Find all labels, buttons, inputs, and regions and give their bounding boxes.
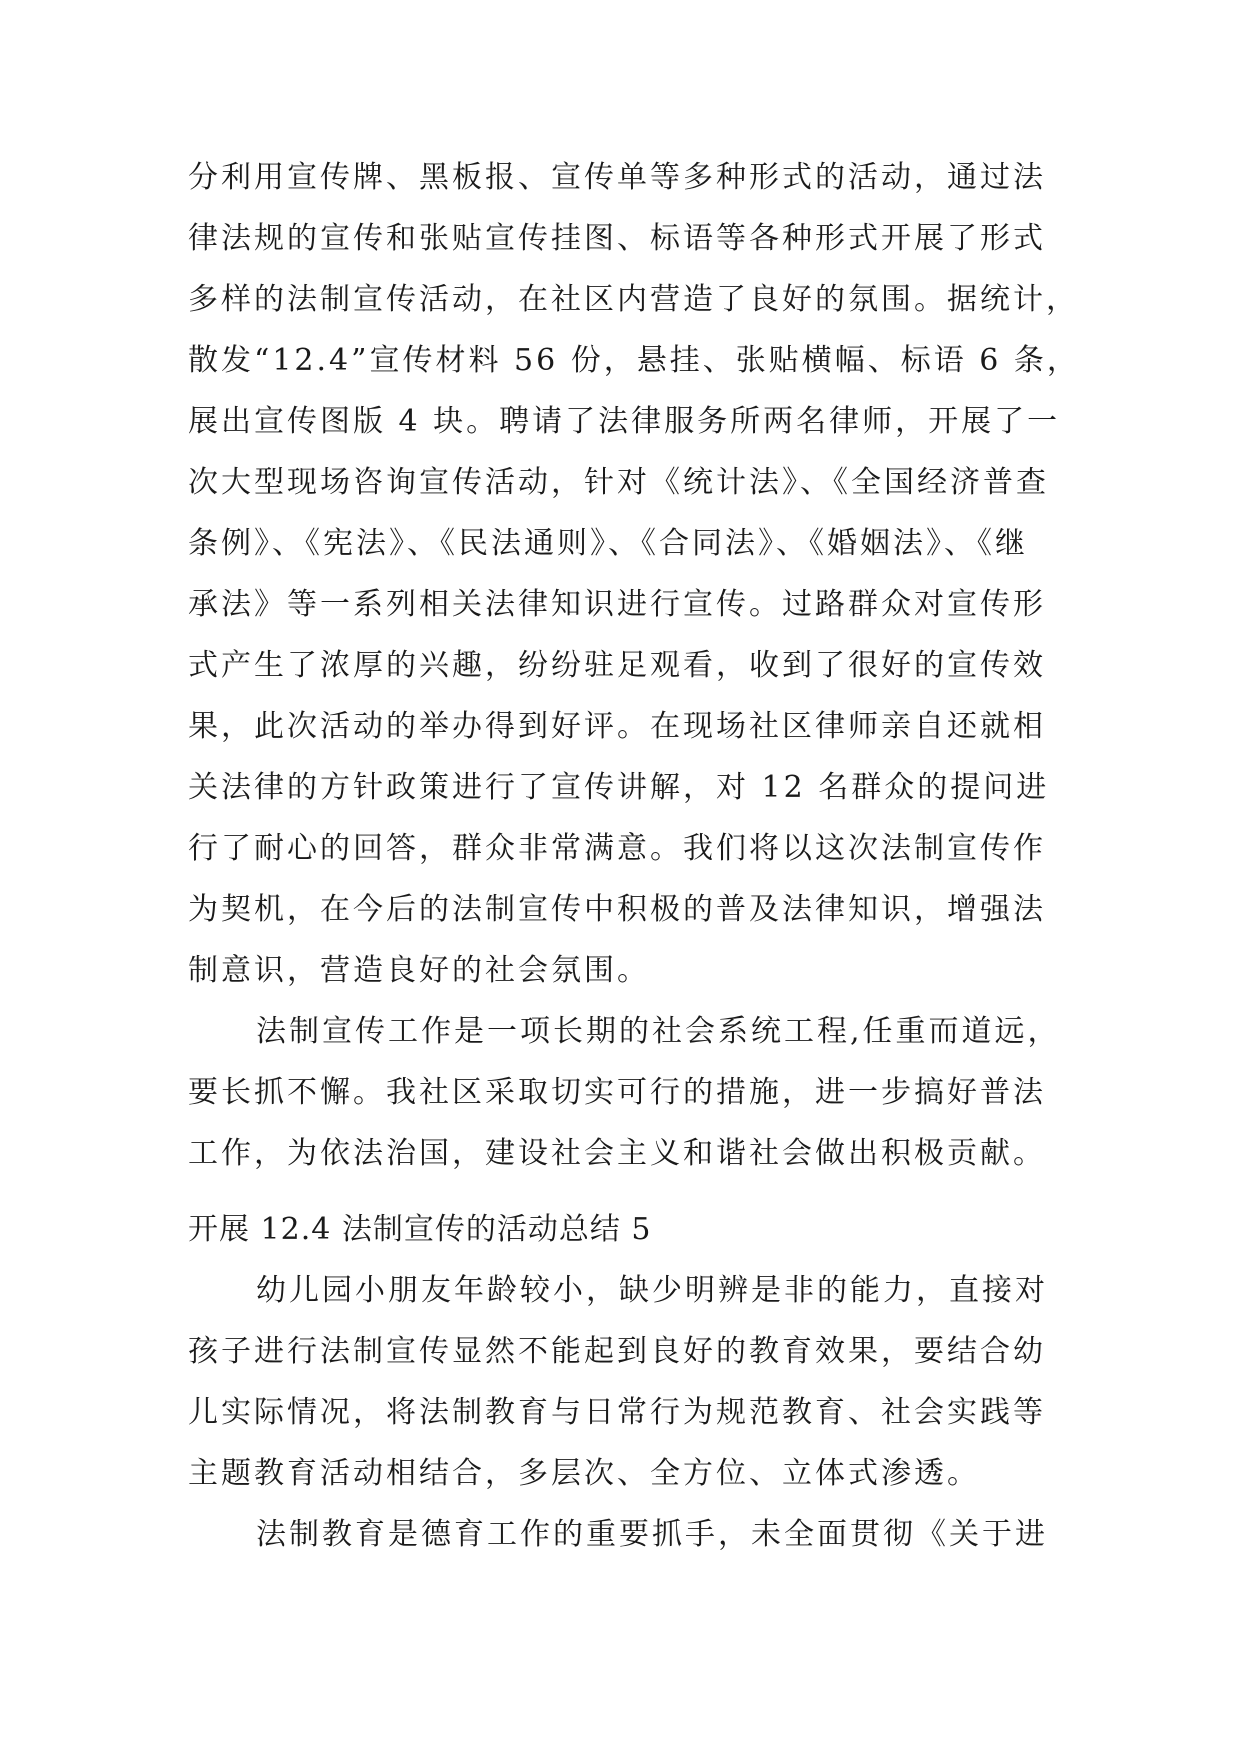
body-line: 关法律的方针政策进行了宣传讲解，对 12 名群众的提问进	[188, 770, 1050, 805]
body-line: 果，此次活动的举办得到好评。在现场社区律师亲自还就相	[188, 709, 1046, 744]
body-line: 行了耐心的回答，群众非常满意。我们将以这次法制宣传作	[188, 831, 1046, 866]
body-line: 为契机，在今后的法制宣传中积极的普及法律知识，增强法	[188, 892, 1046, 927]
body-line: 儿实际情况，将法制教育与日常行为规范教育、社会实践等	[188, 1395, 1046, 1430]
paragraph-start-line: 幼儿园小朋友年龄较小，缺少明辨是非的能力，直接对	[256, 1273, 1048, 1308]
body-line: 分利用宣传牌、黑板报、宣传单等多种形式的活动，通过法	[188, 160, 1046, 195]
body-line: 条例》、《宪法》、《民法通则》、《合同法》、《婚姻法》、《继	[188, 526, 1028, 561]
section-heading: 开展 12.4 法制宣传的活动总结 5	[188, 1212, 652, 1247]
paragraph-start-line: 法制教育是德育工作的重要抓手，未全面贯彻《关于进	[256, 1517, 1048, 1552]
body-line: 工作，为依法治国，建设社会主义和谐社会做出积极贡献。	[188, 1136, 1046, 1171]
body-line: 律法规的宣传和张贴宣传挂图、标语等各种形式开展了形式	[188, 221, 1046, 256]
body-line: 承法》等一系列相关法律知识进行宣传。过路群众对宣传形	[188, 587, 1046, 622]
body-line: 要长抓不懈。我社区采取切实可行的措施，进一步搞好普法	[188, 1075, 1046, 1110]
body-line: 式产生了浓厚的兴趣，纷纷驻足观看，收到了很好的宣传效	[188, 648, 1046, 683]
body-line: 主题教育活动相结合，多层次、全方位、立体式渗透。	[188, 1456, 980, 1491]
paragraph-start-line: 法制宣传工作是一项长期的社会系统工程,任重而道远，	[256, 1014, 1061, 1049]
body-line: 多样的法制宣传活动，在社区内营造了良好的氛围。据统计，	[188, 282, 1079, 317]
section-2-body	[188, 1260, 1068, 1565]
body-line: 次大型现场咨询宣传活动，针对《统计法》、《全国经济普查	[188, 465, 1049, 500]
body-line: 制意识，营造良好的社会氛围。	[188, 953, 650, 988]
section-1-body	[188, 147, 1080, 1184]
body-line: 散发“12.4”宣传材料 56 份，悬挂、张贴横幅、标语 6 条，	[188, 343, 1080, 378]
body-line: 孩子进行法制宣传显然不能起到良好的教育效果，要结合幼	[188, 1334, 1046, 1369]
body-line: 展出宣传图版 4 块。聘请了法律服务所两名律师，开展了一	[188, 404, 1061, 439]
